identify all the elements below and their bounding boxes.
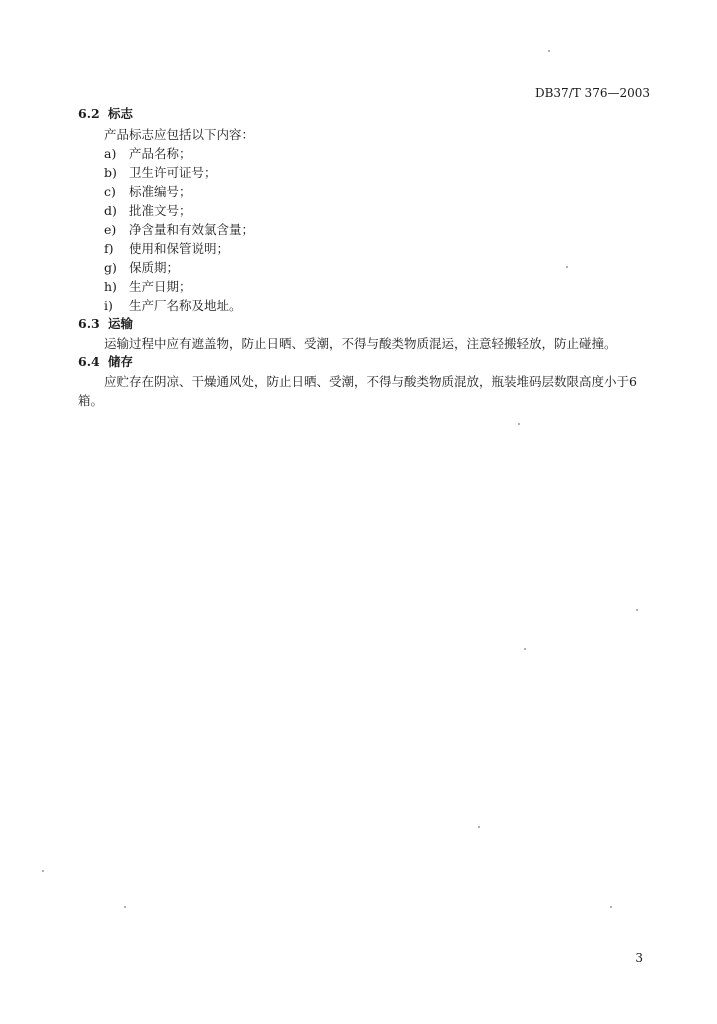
section-6-3-heading — [78, 314, 133, 332]
scan-speck — [42, 870, 44, 872]
scan-speck — [524, 648, 526, 650]
section-number: 6.3 — [78, 316, 100, 331]
list-marker: h) — [104, 279, 117, 294]
section-6-4-body-line-1: 应贮存在阴凉、干燥通风处，防止日晒、受潮，不得与酸类物质混放，瓶装堆码层数限高度小于6 — [104, 374, 637, 389]
list-marker: i) — [104, 298, 113, 313]
list-item — [104, 277, 192, 295]
list-text: 生产厂名称及地址。 — [129, 298, 242, 313]
list-item — [104, 296, 242, 314]
list-marker: a) — [104, 146, 117, 161]
list-item — [104, 182, 192, 200]
scan-speck — [518, 423, 520, 425]
section-number: 6.2 — [78, 106, 100, 121]
list-item — [104, 163, 217, 181]
list-marker: c) — [104, 184, 116, 199]
section-6-3-body: 运输过程中应有遮盖物，防止日晒、受潮，不得与酸类物质混运，注意轻搬轻放，防止碰撞。 — [104, 336, 617, 351]
scan-speck — [610, 906, 612, 908]
document-code: DB37/T 376—2003 — [534, 86, 650, 100]
list-text: 使用和保管说明； — [129, 241, 230, 256]
section-6-4-heading — [78, 352, 133, 370]
list-marker: g) — [104, 260, 117, 275]
list-text: 批准文号； — [129, 203, 192, 218]
list-item — [104, 201, 192, 219]
list-text: 卫生许可证号； — [129, 165, 217, 180]
scan-speck — [124, 906, 126, 908]
list-text: 生产日期； — [129, 279, 192, 294]
list-item — [104, 239, 229, 257]
list-item — [104, 144, 192, 162]
list-text: 净含量和有效氯含量； — [129, 222, 255, 237]
list-text: 产品名称； — [129, 146, 192, 161]
section-title: 运输 — [108, 316, 134, 331]
page-number: 3 — [635, 951, 643, 965]
list-marker: b) — [104, 165, 117, 180]
section-number: 6.4 — [78, 354, 100, 369]
list-text: 保质期； — [129, 260, 180, 275]
scan-speck — [566, 266, 568, 268]
scan-speck — [636, 609, 638, 611]
section-6-2-heading — [78, 104, 133, 122]
list-text: 标准编号； — [129, 184, 192, 199]
scan-speck — [478, 826, 480, 828]
section-title: 标志 — [108, 106, 134, 121]
scan-speck — [548, 50, 550, 52]
section-6-2-intro: 产品标志应包括以下内容： — [104, 127, 255, 142]
list-item — [104, 258, 179, 276]
list-marker: e) — [104, 222, 117, 237]
list-marker: d) — [104, 203, 117, 218]
section-title: 储存 — [108, 354, 134, 369]
list-item — [104, 220, 254, 238]
section-6-4-body-line-2: 箱。 — [78, 393, 104, 408]
list-marker: f) — [104, 241, 114, 256]
